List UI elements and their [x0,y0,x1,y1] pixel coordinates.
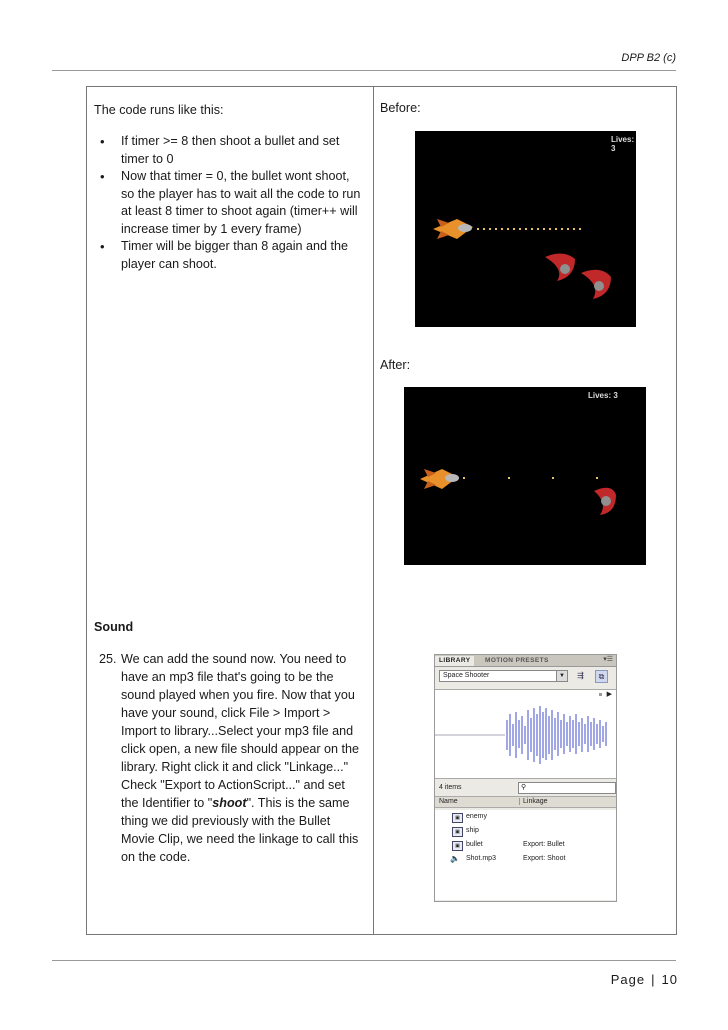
after-label: After: [380,358,411,372]
page-number: 10 [661,972,678,987]
item-name: ship [466,827,479,834]
page-word: Page [610,972,646,987]
library-tabs [435,655,616,667]
tab-motion-presets[interactable]: MOTION PRESETS [485,657,549,664]
document-select-value: Space Shooter [443,672,490,679]
tab-library[interactable]: LIBRARY [435,656,474,666]
lives-label: Lives: 3 [611,135,635,153]
search-icon: ⚲ [521,784,527,791]
step-text-before: We can add the sound now. You need to have an mp3 file that's going to be the sound played when you fire. Now that you have your sound, click File > Import > Import to library...Select your mp3 file and click open, a new file should appear on the library. Right click it and click "Linkage..." Check "Export to ActionScript..." and set the Identifier to " [121,652,360,810]
timer-bullet-list [87,133,369,273]
sound-icon: 🔈 [450,854,460,863]
bullet-trail [477,228,581,230]
step-item [87,650,369,866]
library-item-bullet[interactable] [435,838,616,852]
bullet-trail [463,477,598,479]
pin-icon[interactable]: ⇶ [577,671,584,680]
play-icon[interactable]: ▶ [606,691,612,698]
library-column-headers [435,796,616,808]
enemy-icon [594,488,616,515]
step-identifier: shoot [212,796,247,810]
item-linkage: Export: Bullet [523,841,565,848]
before-label: Before: [380,101,421,115]
new-library-icon[interactable]: ⧉ [595,670,608,683]
document-code: DPP B2 (c) [621,52,676,64]
step-number: 25. [99,652,117,666]
panel-menu-icon[interactable]: ▾☰ [603,656,613,663]
movie-clip-icon: ▣ [452,813,463,823]
sound-heading: Sound [94,620,134,634]
game-screenshot-before [415,131,636,327]
enemy-icon [545,253,575,281]
step-text-after: ". This is the same thing we did previously with the Bullet Movie Clip, we need the linkage to call this on the code. [121,796,359,864]
document-select[interactable] [439,670,568,682]
page-separator: | [651,972,656,987]
library-item-shot-mp3[interactable] [435,852,616,866]
list-item: • Now that timer = 0, the bullet wont shoot, so the player has to wait all the code to run at least 8 timer to shoot again (timer++ will increase timer by 1 every frame) [87,168,369,238]
left-column [87,87,374,935]
step-list [87,650,369,866]
list-item: • Timer will be bigger than 8 again and the player can shoot. [87,238,369,273]
header-rule [52,70,676,71]
column-name[interactable]: Name [439,798,458,805]
footer-rule [52,960,676,961]
enemy-icon [581,270,611,299]
movie-clip-icon: ▣ [452,841,463,851]
item-count: 4 items [439,784,462,791]
chevron-down-icon[interactable]: ▼ [556,671,567,681]
ship-icon [433,219,473,239]
intro-text: The code runs like this: [94,103,224,117]
column-linkage[interactable]: Linkage [519,798,548,805]
library-items [435,810,616,900]
item-name: Shot.mp3 [466,855,496,862]
item-name: enemy [466,813,488,820]
waveform-graphic [435,690,616,778]
lives-label: Lives: 3 [588,391,618,400]
game-screenshot-after [404,387,646,565]
library-item-enemy[interactable] [435,810,616,824]
right-column [374,87,677,935]
ship-icon [420,469,459,489]
page-footer [611,972,678,987]
library-search-input[interactable] [518,782,616,794]
item-linkage: Export: Shoot [523,855,566,862]
library-item-ship[interactable] [435,824,616,838]
library-panel [434,654,617,902]
content-table [86,86,677,935]
movie-clip-icon: ▣ [452,827,463,837]
sound-preview [435,689,616,779]
list-item: • If timer >= 8 then shoot a bullet and set timer to 0 [87,133,369,168]
item-name: bullet [466,841,483,848]
